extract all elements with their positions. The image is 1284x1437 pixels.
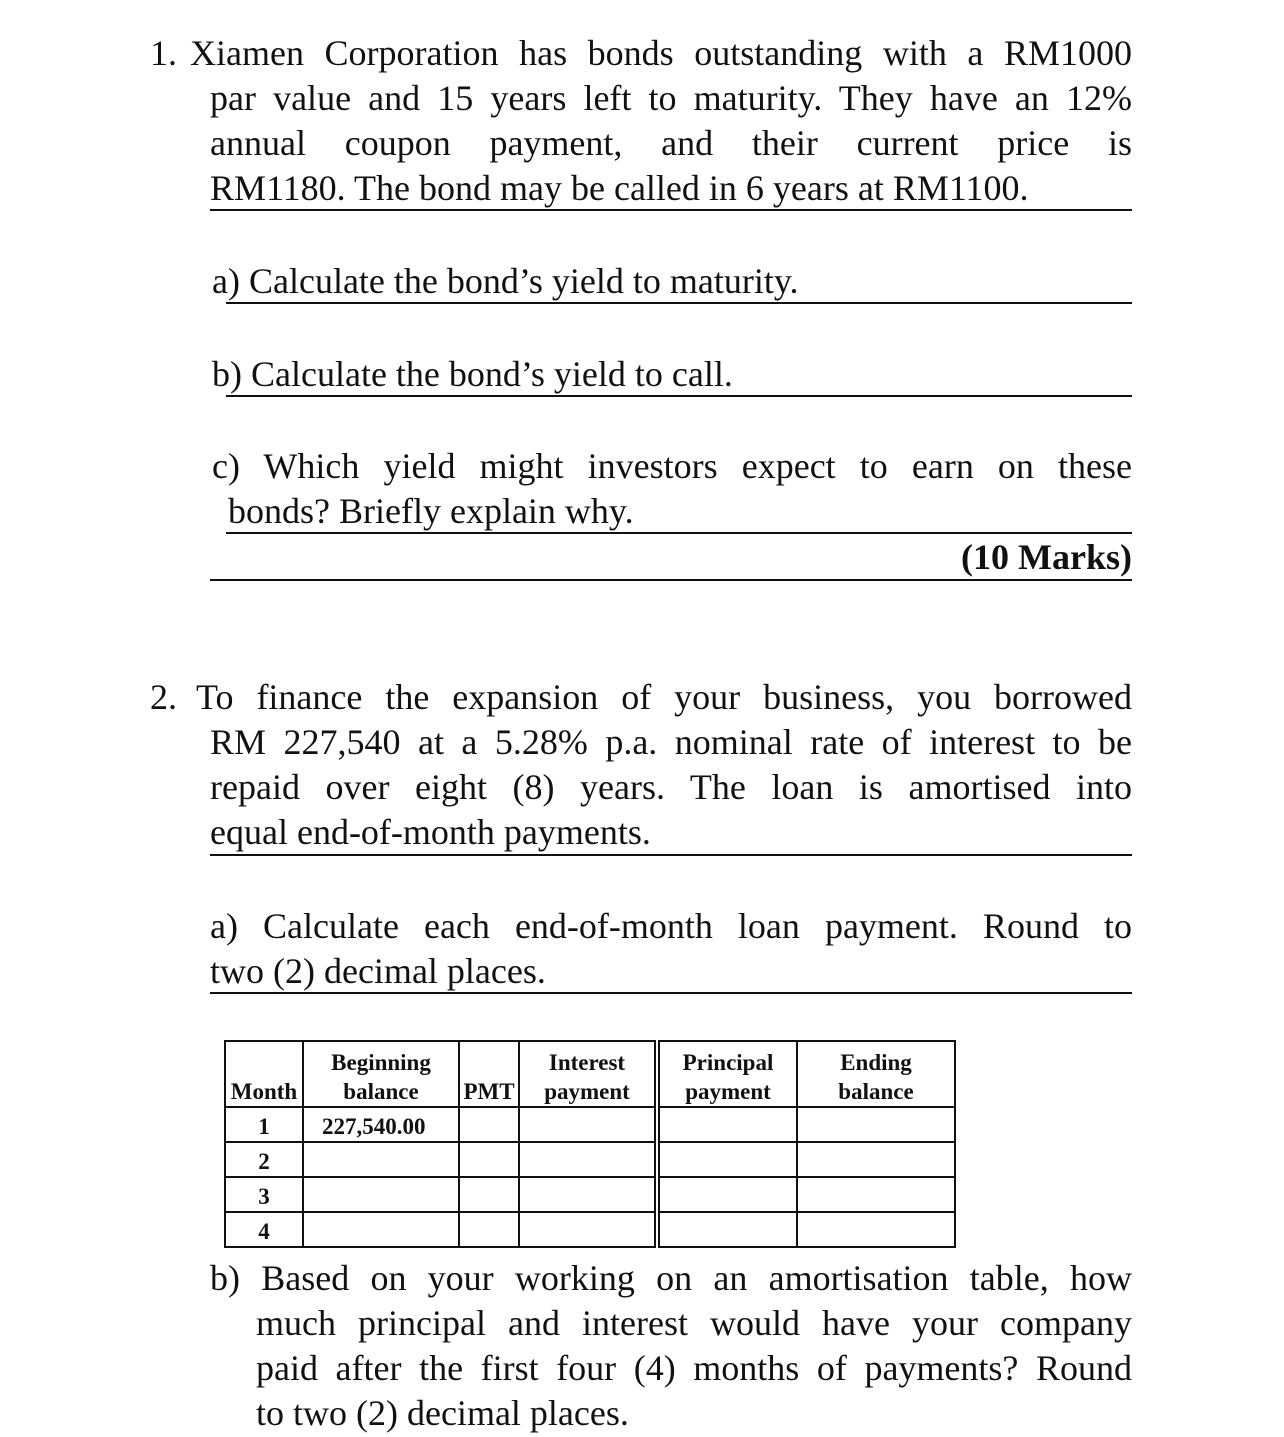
col-header-beginning-balance [303, 1041, 459, 1107]
question-1-line-3: annual coupon payment, and their current price is [210, 123, 1132, 163]
col-header-beginning-line-2: balance [343, 1079, 419, 1104]
col-header-principal-line-2: payment [685, 1079, 771, 1104]
question-2-line-1: To finance the expansion of your business, you borrowed [196, 677, 1132, 717]
table-header-row [225, 1041, 955, 1107]
underline-q1-part-a [226, 302, 1132, 304]
question-1-part-c-line-1: c) Which yield might investors expect to earn on these [212, 446, 1132, 486]
col-header-principal-payment [657, 1041, 797, 1107]
question-1-line-2: par value and 15 years left to maturity. They have an 12% [210, 78, 1132, 118]
question-2-part-a-line-1: a) Calculate each end-of-month loan payment. Round to [210, 906, 1132, 946]
question-2-number: 2. [150, 677, 177, 717]
underline-q2-stem [210, 854, 1132, 856]
cell-month: 2 [225, 1142, 303, 1177]
col-header-pmt-label: PMT [463, 1079, 515, 1104]
cell-month: 1 [225, 1107, 303, 1142]
question-2-line-4: equal end-of-month payments. [210, 812, 651, 852]
question-2-part-b-line-3: paid after the first four (4) months of payments? Round [256, 1348, 1132, 1388]
col-header-pmt [459, 1041, 519, 1107]
cell-principal [657, 1107, 797, 1142]
question-1-number: 1. [150, 33, 177, 73]
cell-beginning-balance: 227,540.00 [303, 1107, 459, 1142]
cell-interest [519, 1212, 657, 1247]
col-header-interest-payment [519, 1041, 657, 1107]
col-header-interest-line-2: payment [544, 1079, 630, 1104]
cell-beginning-balance [303, 1212, 459, 1247]
question-2-line-2: RM 227,540 at a 5.28% p.a. nominal rate of interest to be [210, 722, 1132, 762]
question-2-part-b-line-4: to two (2) decimal places. [256, 1393, 629, 1433]
cell-pmt [459, 1142, 519, 1177]
cell-principal [657, 1212, 797, 1247]
cell-interest [519, 1177, 657, 1212]
cell-interest [519, 1107, 657, 1142]
cell-pmt [459, 1107, 519, 1142]
question-2-line-3: repaid over eight (8) years. The loan is amortised into [210, 767, 1132, 807]
underline-q1-part-c [226, 532, 1132, 534]
question-1-part-a: a) Calculate the bond’s yield to maturity. [212, 261, 799, 301]
cell-beginning-balance [303, 1142, 459, 1177]
question-2-part-a-line-2: two (2) decimal places. [210, 951, 546, 991]
cell-ending [797, 1142, 955, 1177]
col-header-beginning-line-1: Beginning [331, 1050, 431, 1075]
underline-q1-stem [210, 209, 1132, 211]
col-header-principal-line-1: Principal [682, 1050, 774, 1075]
cell-ending [797, 1177, 955, 1212]
col-header-month-label: Month [230, 1079, 298, 1104]
cell-principal [657, 1177, 797, 1212]
table-row [225, 1107, 955, 1142]
col-header-ending-balance [797, 1041, 955, 1107]
question-1-part-c-line-2: bonds? Briefly explain why. [228, 491, 634, 531]
amortisation-table [224, 1040, 956, 1248]
question-2-part-b-line-1: b) Based on your working on an amortisation table, how [210, 1258, 1132, 1298]
col-header-interest-line-1: Interest [548, 1050, 626, 1075]
cell-interest [519, 1142, 657, 1177]
cell-pmt [459, 1177, 519, 1212]
cell-month: 3 [225, 1177, 303, 1212]
cell-beginning-balance [303, 1177, 459, 1212]
underline-q1-part-b [226, 395, 1132, 397]
col-header-ending-line-1: Ending [840, 1050, 912, 1075]
underline-q2-part-a [210, 992, 1132, 994]
table-row [225, 1177, 955, 1212]
question-1-part-b: b) Calculate the bond’s yield to call. [212, 354, 733, 394]
question-1-line-1: Xiamen Corporation has bonds outstanding with a RM1000 [190, 33, 1132, 73]
underline-q1-marks [210, 579, 1132, 581]
cell-month: 4 [225, 1212, 303, 1247]
question-2-part-b-line-2: much principal and interest would have your company [256, 1303, 1132, 1343]
table-row [225, 1212, 955, 1247]
col-header-month [225, 1041, 303, 1107]
cell-principal [657, 1142, 797, 1177]
col-header-ending-line-2: balance [838, 1079, 914, 1104]
cell-ending [797, 1212, 955, 1247]
cell-ending [797, 1107, 955, 1142]
question-1-line-4: RM1180. The bond may be called in 6 years at RM1100. [210, 168, 1029, 208]
question-1-marks: (10 Marks) [961, 537, 1132, 577]
table-row [225, 1142, 955, 1177]
cell-pmt [459, 1212, 519, 1247]
